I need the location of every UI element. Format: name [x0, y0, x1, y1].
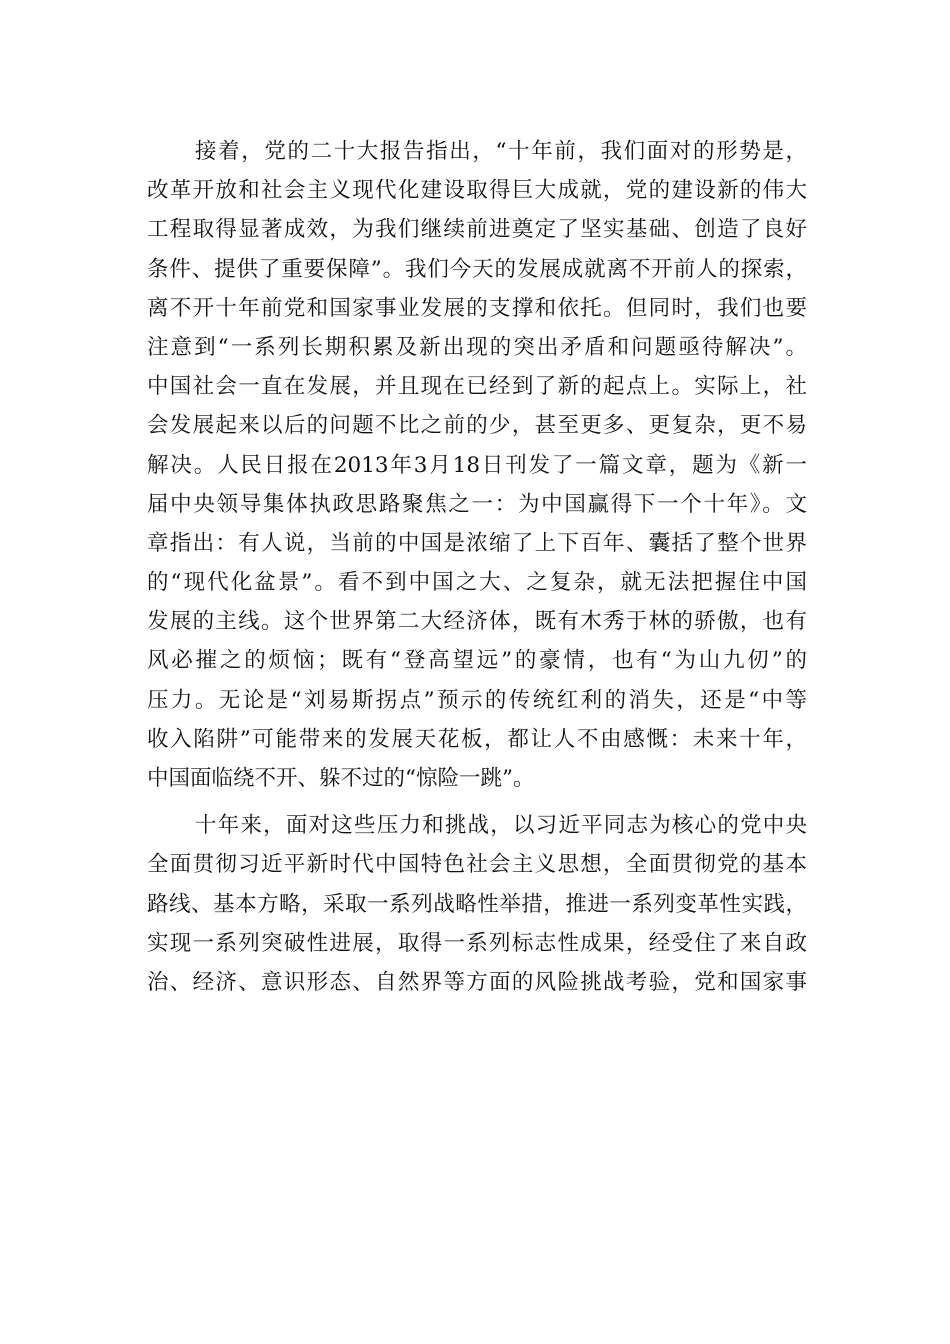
paragraph-line: 离不开十年前党和国家事业发展的支撑和依托。但同时，我们也要	[147, 295, 807, 321]
paragraph-line: 条件、提供了重要保障”。我们今天的发展成就离不开前人的探索，	[147, 256, 807, 282]
paragraph-2	[147, 806, 807, 1002]
paragraph-line: 实现一系列突破性进展，取得一系列标志性成果，经受住了来自政	[147, 930, 807, 956]
paragraph-line: 改革开放和社会主义现代化建设取得巨大成就，党的建设新的伟大	[147, 178, 807, 204]
paragraph-line: 接着，党的二十大报告指出，“十年前，我们面对的形势是，	[195, 139, 807, 164]
paragraph-line: 十年来，面对这些压力和挑战，以习近平同志为核心的党中央	[195, 813, 807, 839]
paragraph-line: 工程取得显著成效，为我们继续前进奠定了坚实基础、创造了良好	[147, 217, 807, 243]
paragraph-line: 全面贯彻习近平新时代中国特色社会主义思想，全面贯彻党的基本	[147, 852, 807, 878]
paragraph-line: 届中央领导集体执政思路聚焦之一：为中国赢得下一个十年》。文	[147, 491, 807, 517]
paragraph-line: 注意到“一系列长期积累及新出现的突出矛盾和问题亟待解决”。	[147, 334, 807, 360]
paragraph-line: 治、经济、意识形态、自然界等方面的风险挑战考验，党和国家事	[147, 969, 807, 995]
paragraph-line: 发展的主线。这个世界第二大经济体，既有木秀于林的骄傲，也有	[147, 609, 807, 635]
paragraph-line: 中国面临绕不开、躲不过的“惊险一跳”。	[147, 766, 535, 791]
paragraph-line: 的“现代化盆景”。看不到中国之大、之复杂，就无法把握住中国	[147, 570, 807, 596]
paragraph-spacer	[147, 798, 807, 806]
paragraph-line: 路线、基本方略，采取一系列战略性举措，推进一系列变革性实践，	[147, 891, 807, 917]
paragraph-line: 解决。人民日报在2013年3月18日刊发了一篇文章，题为《新一	[147, 452, 807, 478]
paragraph-line: 章指出：有人说，当前的中国是浓缩了上下百年、囊括了整个世界	[147, 530, 807, 556]
paragraph-line: 压力。无论是“刘易斯拐点”预示的传统红利的消失，还是“中等	[147, 687, 807, 713]
body-text	[147, 132, 807, 1002]
paragraph-line: 收入陷阱”可能带来的发展天花板，都让人不由感慨：未来十年，	[147, 726, 807, 752]
paragraph-line: 会发展起来以后的问题不比之前的少，甚至更多、更复杂，更不易	[147, 413, 807, 439]
paragraph-1	[147, 132, 807, 798]
paragraph-line: 风必摧之的烦恼；既有“登高望远”的豪情，也有“为山九仞”的	[147, 648, 807, 674]
paragraph-line: 中国社会一直在发展，并且现在已经到了新的起点上。实际上，社	[147, 374, 807, 400]
